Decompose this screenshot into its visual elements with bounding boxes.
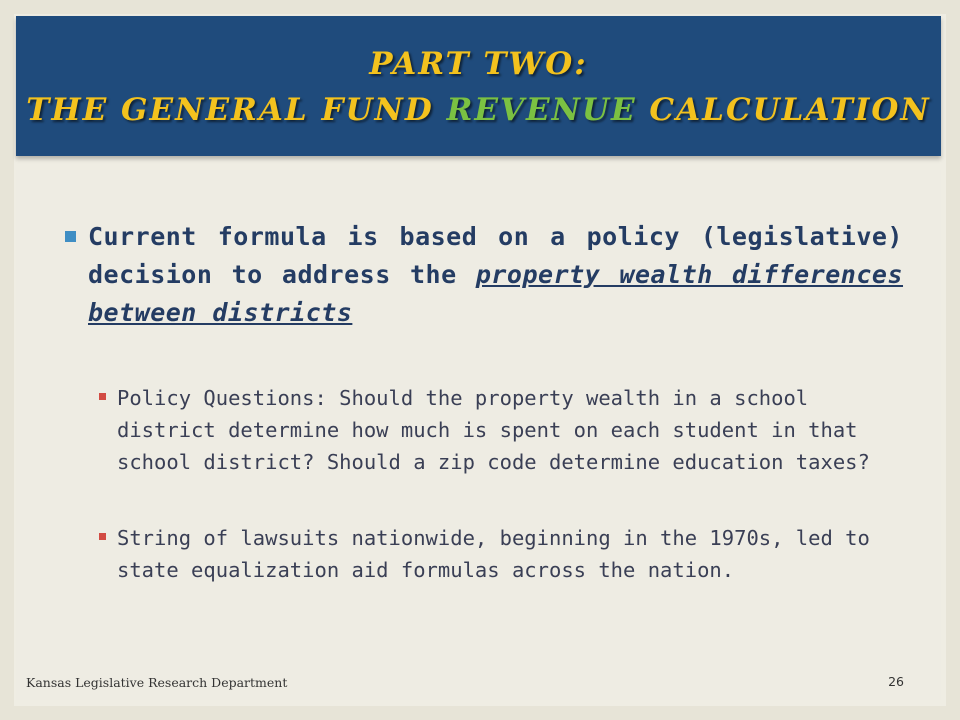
sub-bullet-policy-questions — [99, 382, 899, 478]
slide-page-number: 26 — [888, 674, 904, 689]
main-bullet — [65, 218, 903, 332]
main-bullet-plain: Current formula is based on a policy (legislative) decision to address the — [88, 222, 903, 289]
title-revenue: REVENUE — [446, 92, 637, 128]
sub-bullet-text: Policy Questions: Should the property wealth in a school district determine how much is spent on each student in that school district? Should a zip code determine education taxes? — [117, 386, 870, 474]
sub-bullet-text: String of lawsuits nationwide, beginning in the 1970s, led to state equalization aid formulas across the nation. — [117, 526, 870, 582]
square-bullet-icon — [99, 533, 106, 540]
main-bullet-text — [88, 218, 903, 332]
main-bullet-emphasis: property wealth differences between districts — [88, 260, 904, 327]
title-part-two: PART TWO: — [369, 46, 588, 82]
title-calculation: CALCULATION — [636, 92, 931, 128]
square-bullet-icon — [99, 393, 106, 400]
footer-organization: Kansas Legislative Research Department — [26, 675, 288, 690]
title-line-1 — [16, 46, 941, 82]
title-line-2 — [16, 92, 941, 128]
sub-bullet-lawsuits — [99, 522, 899, 586]
square-bullet-icon — [65, 231, 76, 242]
title-banner — [16, 16, 941, 156]
title-general-fund: THE GENERAL FUND — [26, 92, 447, 128]
